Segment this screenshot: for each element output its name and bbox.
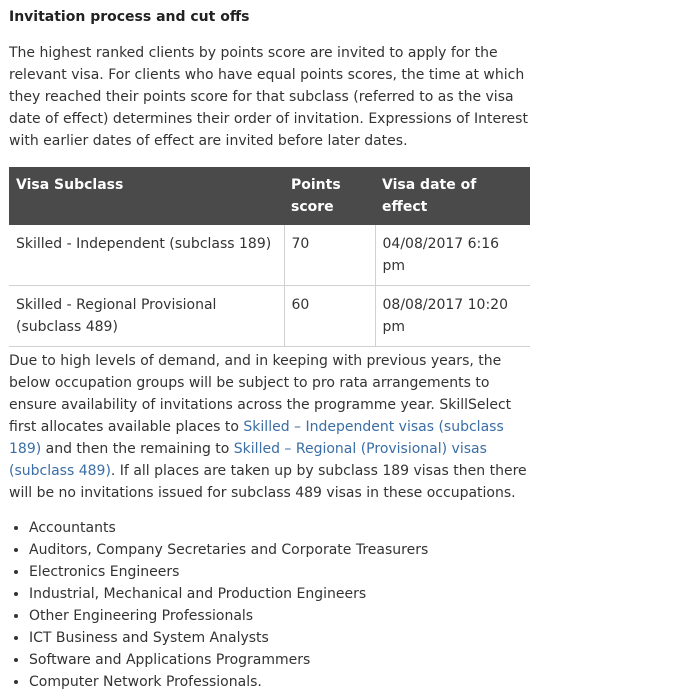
list-item: • Accountants: [29, 517, 428, 539]
list-item: • Auditors, Company Secretaries and Corporate Treasurers: [29, 539, 428, 561]
list-item: • Other Engineering Professionals: [29, 605, 428, 627]
table-row: [9, 286, 530, 347]
table-row: [9, 225, 530, 286]
header-points-score: Points score: [284, 167, 375, 225]
visa-table: [9, 167, 530, 347]
header-visa-subclass: Visa Subclass: [9, 167, 284, 225]
intro-paragraph: The highest ranked clients by points score are invited to apply for the relevant visa. For clients who have equal points scores, the time at which they reached their points score for that subclass (referred to as the visa date of effect) determines their order of invitation. Expressions of Interest with earlier dates of effect are invited before later dates.: [9, 45, 528, 149]
link-regional-visa-489[interactable]: Skilled – Regional (Provisional) visas (subclass 489): [9, 441, 487, 479]
list-item: • Electronics Engineers: [29, 561, 428, 583]
cell-points-score: 60: [284, 286, 375, 347]
cell-points-score: 70: [284, 225, 375, 286]
header-visa-date-of-effect: Visa date of effect: [375, 167, 530, 225]
list-item: • Computer Network Professionals.: [29, 671, 428, 693]
section-heading: Invitation process and cut offs: [9, 9, 250, 25]
demand-paragraph: [9, 350, 533, 504]
cell-visa-subclass: Skilled - Regional Provisional (subclass 489): [9, 286, 284, 347]
list-item: • Industrial, Mechanical and Production Engineers: [29, 583, 428, 605]
demand-text-before: Due to high levels of demand, and in keeping with previous years, the below occupation groups will be subject to pro rata arrangements to ensure availability of invitations across the programme year. SkillSelect first allocates available places to: [9, 353, 512, 435]
demand-text-middle: and then the remaining to: [41, 441, 234, 457]
list-item: • Software and Applications Programmers: [29, 649, 428, 671]
cell-date-of-effect: 08/08/2017 10:20 pm: [375, 286, 530, 347]
occupation-list: [9, 517, 428, 693]
link-independent-visa-189[interactable]: Skilled – Independent visas (subclass 189): [9, 419, 504, 457]
demand-text-after: . If all places are taken up by subclass 189 visas then there will be no invitations issued for subclass 489 visas in these occupations.: [9, 463, 527, 501]
cell-date-of-effect: 04/08/2017 6:16 pm: [375, 225, 530, 286]
table-header-row: [9, 167, 530, 225]
list-item: • ICT Business and System Analysts: [29, 627, 428, 649]
cell-visa-subclass: Skilled - Independent (subclass 189): [9, 225, 284, 286]
